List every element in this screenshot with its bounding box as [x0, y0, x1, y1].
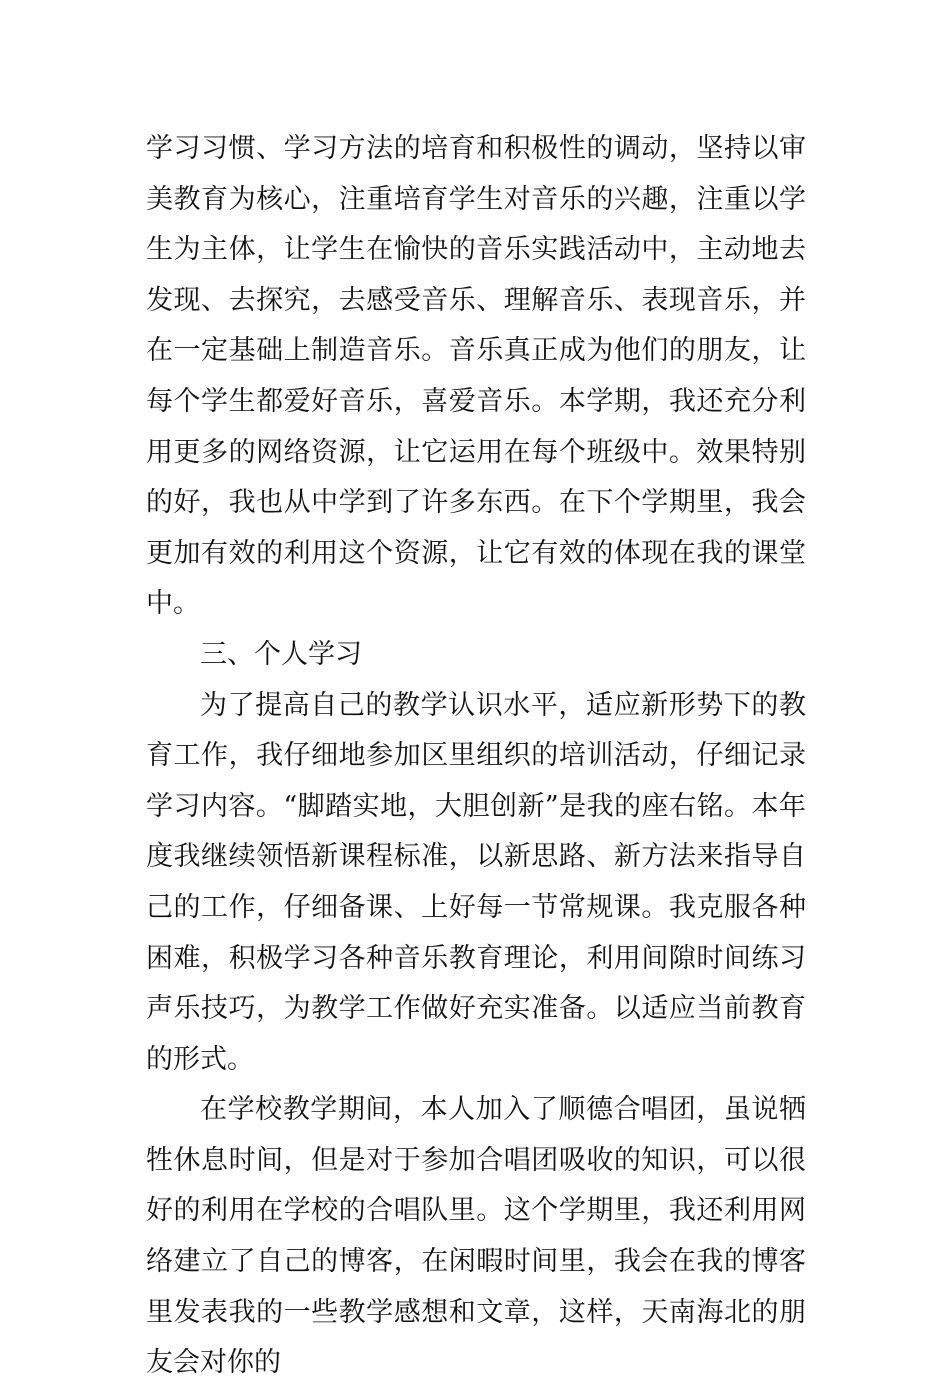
section-heading: 三、个人学习 — [200, 638, 362, 670]
document-body — [146, 124, 806, 1389]
body-paragraph-choir: 在学校教学期间，本人加入了顺德合唱团，虽说牺牲休息时间，但是对于参加合唱团吸收的知识，可以很好的利用在学校的合唱队里。这个学期里，我还利用网络建立了自己的博客，在闲暇时间里，我会在我的博客里发表我的一些教学感想和文章，这样，天南海北的朋友会对你的 — [146, 1094, 806, 1379]
body-paragraph-continued: 学习习惯、学习方法的培育和积极性的调动，坚持以审美教育为核心，注重培育学生对音乐的兴趣，注重以学生为主体，让学生在愉快的音乐实践活动中，主动地去发现、去探究，去感受音乐、理解音乐、表现音乐，并在一定基础上制造音乐。音乐真正成为他们的朋友，让每个学生都爱好音乐，喜爱音乐。本学期，我还充分利用更多的网络资源，让它运用在每个班级中。效果特别的好，我也从中学到了许多东西。在下个学期里，我会更加有效的利用这个资源，让它有效的体现在我的课堂中。 — [146, 133, 806, 620]
body-paragraph-study: 为了提高自己的教学认识水平，适应新形势下的教育工作，我仔细地参加区里组织的培训活动，仔细记录学习内容。“脚踏实地，大胆创新”是我的座右铭。本年度我继续领悟新课程标准，以新思路、新方法来指导自己的工作，仔细备课、上好每一节常规课。我克服各种困难，积极学习各种音乐教育理论，利用间隙时间练习声乐技巧，为教学工作做好充实准备。以适应当前教育的形式。 — [146, 689, 806, 1075]
